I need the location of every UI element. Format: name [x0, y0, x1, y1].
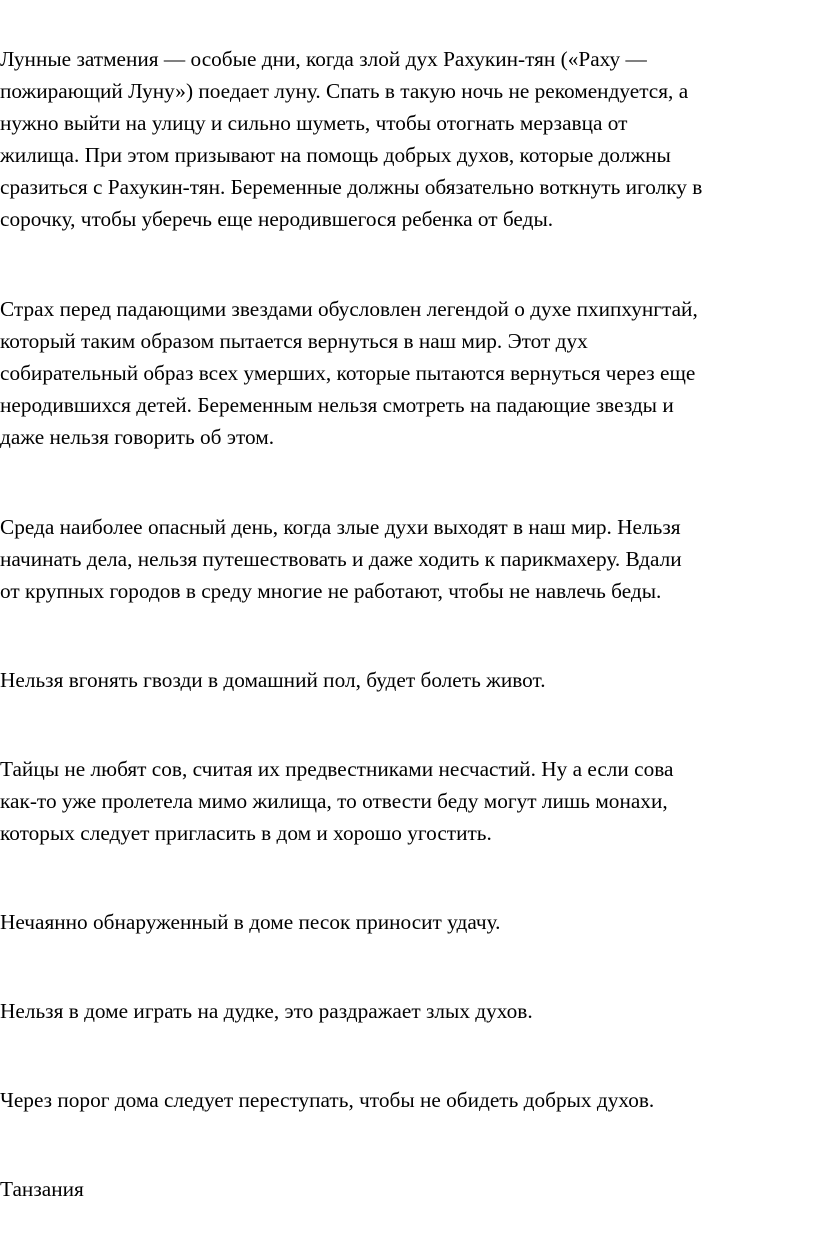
section-heading-tanzania: Танзания	[0, 1177, 84, 1201]
paragraph-owls: Тайцы не любят сов, считая их предвестниками несчастий. Ну а если сова как-то уже пролетела мимо жилища, то отвести беду могут лишь монахи, которых следует пригласить в дом и хорошо угостить.	[0, 757, 674, 845]
paragraph-threshold: Через порог дома следует переступать, чтобы не обидеть добрых духов.	[0, 1088, 655, 1112]
paragraph-spacer	[0, 607, 814, 664]
paragraph-spacer	[0, 1027, 814, 1084]
paragraph-nails: Нельзя вгонять гвозди в домашний пол, будет болеть живот.	[0, 668, 546, 692]
paragraph-sand: Нечаянно обнаруженный в доме песок приносит удачу.	[0, 910, 501, 934]
paragraph-spacer	[0, 453, 814, 511]
paragraph-spacer	[0, 938, 814, 995]
paragraph-spacer	[0, 235, 814, 293]
paragraph-lunar-eclipse: Лунные затмения — особые дни, когда злой дух Рахукин-тян («Раху — пожирающий Луну») поедает луну. Спать в такую ночь не рекомендуется, а нужно выйти на улицу и сильно шуметь, чтобы отогнать мерзавца от жилища. При этом призывают на помощь добрых духов, которые должны сразиться с Рахукин-тян. Беременные должны обязательно воткнуть иголку в сорочку, чтобы уберечь еще неродившегося ребенка от беды.	[0, 47, 703, 231]
paragraph-falling-stars: Страх перед падающими звездами обусловлен легендой о духе пхипхунгтай, который таким образом пытается вернуться в наш мир. Этот дух собирательный образ всех умерших, которые пытаются вернуться через еще неродившихся детей. Беременным нельзя смотреть на падающие звезды и даже нельзя говорить об этом.	[0, 297, 698, 449]
paragraph-pipe: Нельзя в доме играть на дудке, это раздражает злых духов.	[0, 999, 533, 1023]
paragraph-wednesday: Среда наиболее опасный день, когда злые духи выходят в наш мир. Нельзя начинать дела, нельзя путешествовать и даже ходить к парикмахеру. Вдали от крупных городов в среду многие не работают, чтобы не навлечь беды.	[0, 515, 682, 603]
paragraph-spacer	[0, 696, 814, 753]
paragraph-spacer	[0, 849, 814, 906]
paragraph-spacer	[0, 1116, 814, 1173]
